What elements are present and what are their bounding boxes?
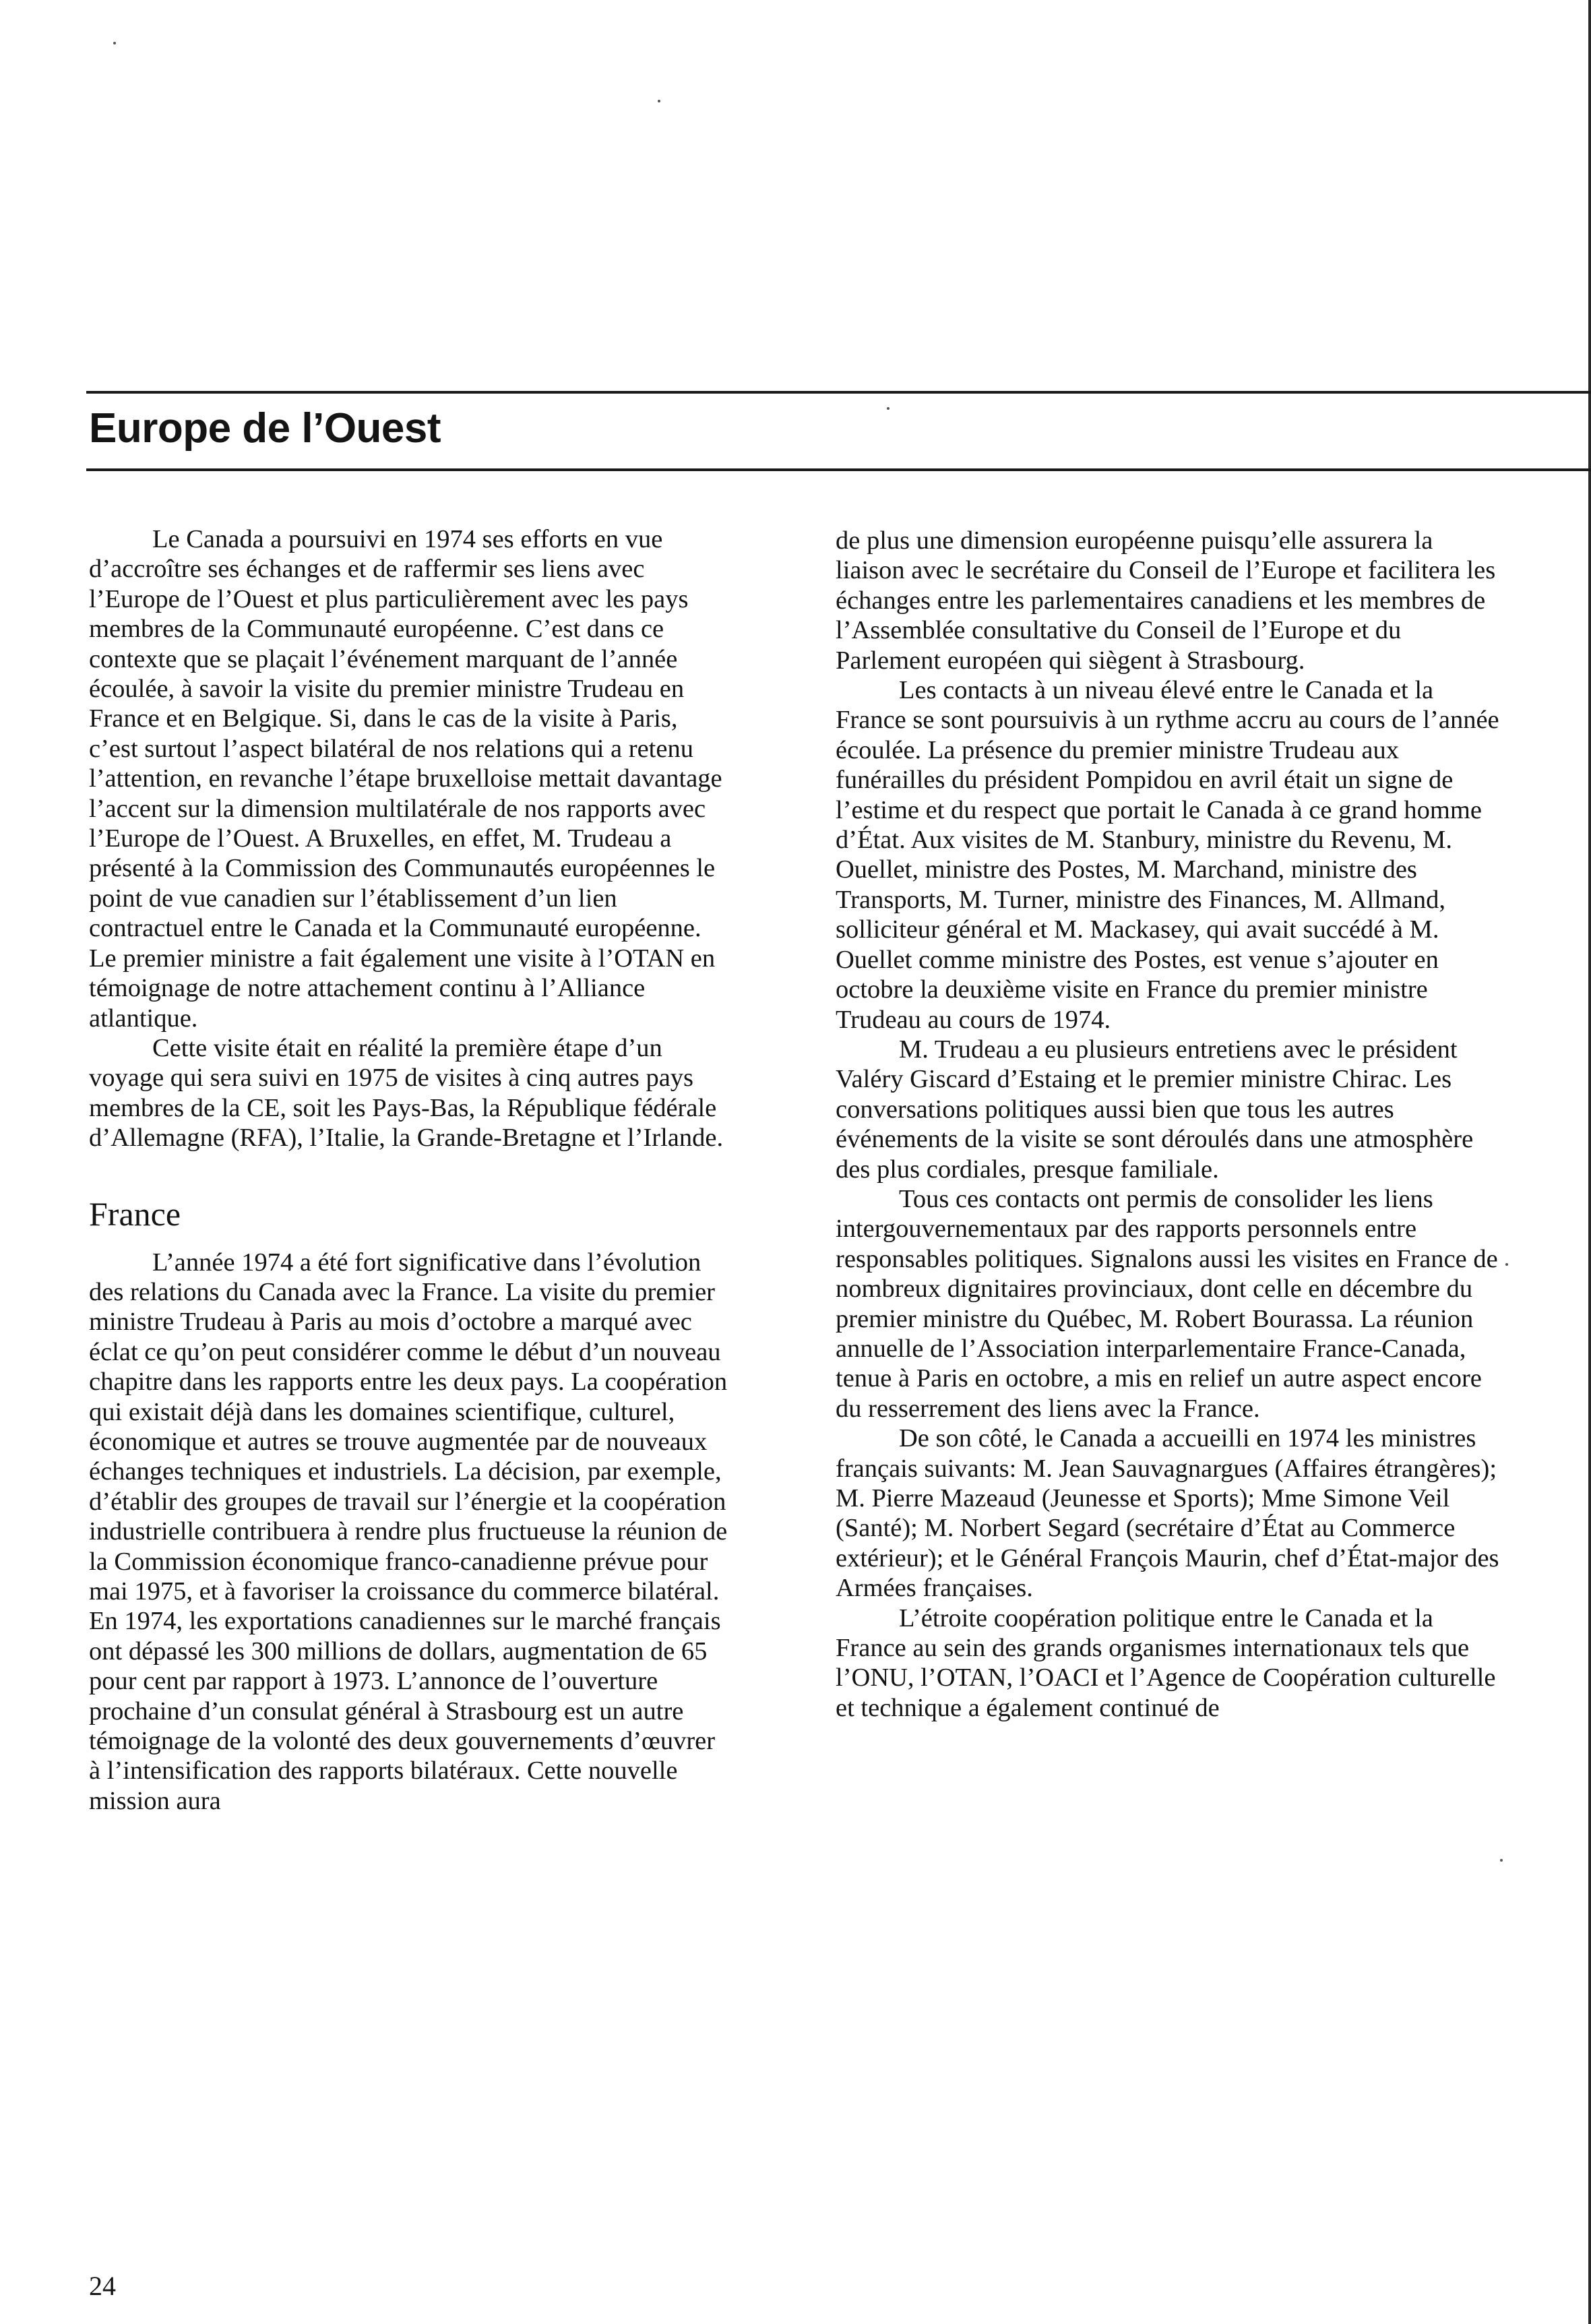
page-edge-shadow — [1588, 0, 1591, 2324]
scan-speck — [1505, 1263, 1508, 1266]
title-bottom-rule — [86, 468, 1591, 471]
scan-speck — [1500, 1859, 1503, 1862]
scan-speck — [887, 407, 890, 410]
continued-paragraph: de plus une dimension européenne puisqu’elle assurera la liaison avec le secrétaire du Conseil de l’Europe et facilitera les échanges entre les parlementaires canadiens et les membres de l’Assemblée consultative du Conseil de l’Europe et du Parlement européen qui siègent à Strasbourg. — [836, 526, 1496, 675]
right-column — [836, 526, 1503, 1723]
body-paragraph: Tous ces contacts ont permis de consolider les liens intergouvernementaux par des rapports personnels entre responsables politiques. Signalons aussi les visites en France de nombreux dignitaires provinciaux, dont celle en décembre du premier ministre du Québec, M. Robert Bourassa. La réunion annuelle de l’Association interparlementaire France-Canada, tenue à Paris en octobre, a mis en relief un autre aspect encore du resserrement des liens avec la France. — [836, 1184, 1498, 1423]
body-paragraph: Les contacts à un niveau élevé entre le Canada et la France se sont poursuivis à un rythme accru au cours de l’année écoulée. La présence du premier ministre Trudeau aux funérailles du président Pompidou en avril était un signe de l’estime et du respect que portait le Canada à ce grand homme d’État. Aux visites de M. Stanbury, ministre du Revenu, M. Ouellet, ministre des Postes, M. Marchand, ministre des Transports, M. Turner, ministre des Finances, M. Allmand, solliciteur général et M. Mackasey, qui avait succédé à M. Ouellet comme ministre des Postes, est venue s’ajouter en octobre la deuxième visite en France du premier ministre Trudeau au cours de 1974. — [836, 676, 1499, 1034]
body-paragraph: De son côté, le Canada a accueilli en 1974 les ministres français suivants: M. Jean Sauvagnargues (Affaires étrangères); M. Pierre Mazeaud (Jeunesse et Sports); Mme Simone Veil (Santé); M. Norbert Segard (secrétaire d’État au Commerce extérieur); et le Général François Maurin, chef d’État-major des Armées françaises. — [836, 1424, 1499, 1603]
left-column — [89, 524, 729, 1816]
scan-speck — [658, 100, 660, 102]
subheading-france: France — [89, 1194, 181, 1233]
france-paragraph: L’année 1974 a été fort significative dans l’évolution des relations du Canada avec la France. La visite du premier ministre Trudeau à Paris au mois d’octobre a marqué avec éclat ce qu’on peut considérer comme le début d’un nouveau chapitre dans les rapports entre les deux pays. La coopération qui existait déjà dans les domaines scientifique, culturel, économique et autres se trouve augmentée par de nouveaux échanges techniques et industriels. La décision, par exemple, d’établir des groupes de travail sur l’énergie et la coopération industrielle contribuera à rendre plus fructueuse la réunion de la Commission économique franco-canadienne prévue pour mai 1975, et à favoriser la croissance du commerce bilatéral. En 1974, les exportations canadiennes sur le marché français ont dépassé les 300 millions de dollars, augmentation de 65 pour cent par rapport à 1973. L’annonce de l’ouverture prochaine d’un consulat général à Strasbourg est un autre témoignage de la volonté des deux gouvernements d’œuvrer à l’intensification des rapports bilatéraux. Cette nouvelle mission aura — [89, 1248, 728, 1815]
body-paragraph: L’étroite coopération politique entre le Canada et la France au sein des grands organismes internationaux tels que l’ONU, l’OTAN, l’OACI et l’Agence de Coopération culturelle et technique a également continué de — [836, 1603, 1496, 1722]
intro-paragraph: Cette visite était en réalité la première étape d’un voyage qui sera suivi en 1975 de visites à cinq autres pays membres de la CE, soit les Pays-Bas, la République fédérale d’Allemagne (RFA), l’Italie, la Grande-Bretagne et l’Irlande. — [89, 1033, 724, 1153]
intro-paragraph: Le Canada a poursuivi en 1974 ses efforts en vue d’accroître ses échanges et de raffermir ses liens avec l’Europe de l’Ouest et plus particulièrement avec les pays membres de la Communauté européenne. C’est dans ce contexte que se plaçait l’événement marquant de l’année écoulée, à savoir la visite du premier ministre Trudeau en France et en Belgique. Si, dans le cas de la visite à Paris, c’est surtout l’aspect bilatéral de nos relations qui a retenu l’attention, en revanche l’étape bruxelloise mettait davantage l’accent sur la dimension multilatérale de nos rapports avec l’Europe de l’Ouest. A Bruxelles, en effet, M. Trudeau a présenté à la Commission des Communautés européennes le point de vue canadien sur l’établissement d’un lien contractuel entre le Canada et la Communauté européenne. Le premier ministre a fait également une visite à l’OTAN en témoignage de notre attachement continu à l’Alliance atlantique. — [89, 525, 722, 1033]
page-number: 24 — [89, 2271, 116, 2301]
section-title: Europe de l’Ouest — [89, 405, 441, 452]
title-top-rule — [86, 391, 1591, 394]
scan-speck — [113, 42, 116, 44]
body-paragraph: M. Trudeau a eu plusieurs entretiens avec le président Valéry Giscard d’Estaing et le premier ministre Chirac. Les conversations politiques aussi bien que tous les autres événements de la visite se sont déroulés dans une atmosphère des plus cordiales, presque familiale. — [836, 1035, 1474, 1184]
